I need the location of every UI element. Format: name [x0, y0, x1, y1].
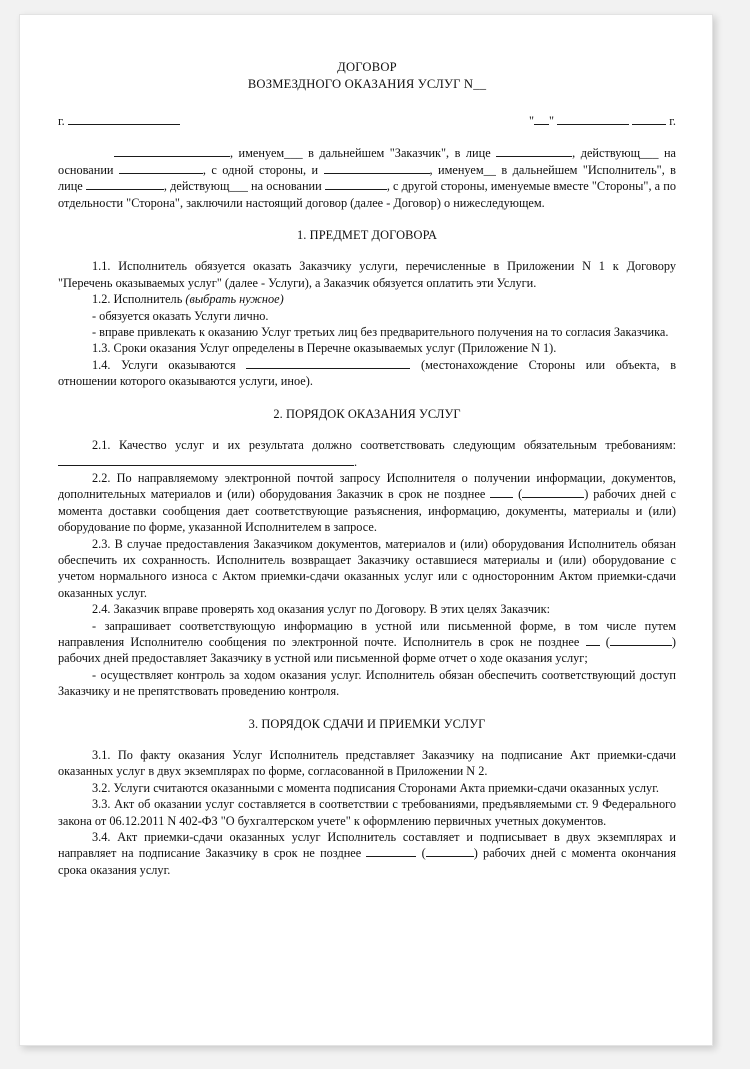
clause-2-4-dash-1: [58, 618, 676, 667]
date-year-blank[interactable]: [632, 124, 666, 125]
city-field: [58, 113, 180, 129]
clause-2-4-days-digits-blank[interactable]: [586, 645, 600, 646]
quality-requirements-blank[interactable]: [58, 465, 354, 466]
city-blank[interactable]: [68, 124, 180, 125]
clause-2-1-tail: .: [354, 454, 358, 469]
customer-name-blank[interactable]: [114, 156, 230, 157]
clause-1-3: 1.3. Сроки оказания Услуг определены в Перечне оказываемых услуг (Приложение N 1).: [92, 341, 557, 356]
section-heading-2: 2. ПОРЯДОК ОКАЗАНИЯ УСЛУГ: [273, 406, 461, 421]
place-and-date-row: [58, 113, 676, 129]
document-body: [58, 59, 676, 878]
preamble-part2: , действующ___ на основании: [58, 146, 677, 177]
clause-3-4-days-words-blank[interactable]: [426, 856, 474, 857]
preamble-part1: , именуем___ в дальнейшем "Заказчик", в лице: [230, 146, 491, 161]
clause-2-2-lead: 2.2. По направляемому электронной почтой запросу Исполнителя о получении информации, документов, дополнительных материалов и (или) оборудования Заказчик в срок не позднее: [58, 470, 676, 502]
clause-1-4-lead: 1.4. Услуги оказываются: [92, 357, 236, 372]
customer-basis-blank[interactable]: [119, 173, 203, 174]
clause-2-2-tail: ) рабочих дней с момента доставки сообщения дает соответствующие разъяснения, информацию, документы, материалы и (или) оборудование по форме, указанной Исполнителем в запросе.: [58, 487, 677, 535]
clause-2-2-days-words-blank[interactable]: [522, 497, 584, 498]
clause-2-4-dash-1-mid: (: [605, 634, 610, 649]
spacer-intro: [58, 129, 676, 145]
document-page: [19, 14, 713, 1046]
clause-1-4-tail: (местонахождение Стороны или объекта, в отношении которого оказываются услуги, иное).: [58, 357, 677, 389]
clause-1-2-option-2: - вправе привлекать к оказанию Услуг третьих лиц без предварительного получения на то согласия Заказчика.: [92, 325, 669, 340]
clause-2-4: 2.4. Заказчик вправе проверять ход оказания услуг по Договору. В этих целях Заказчик:: [92, 602, 550, 617]
clause-1-1: 1.1. Исполнитель обязуется оказать Заказчику услуги, перечисленные в Приложении N 1 к Договору "Перечень оказываемых услуг" (далее - Услуги), а Заказчик обязуется оплатить эти Услуги.: [58, 259, 676, 290]
clause-1-2-hint: (выбрать нужное): [185, 292, 284, 307]
section-heading-1: 1. ПРЕДМЕТ ДОГОВОРА: [296, 228, 438, 243]
date-field: [529, 113, 676, 129]
clause-1-2-option-1: - обязуется оказать Услуги лично.: [92, 308, 269, 323]
contractor-name-blank[interactable]: [324, 173, 430, 174]
section-heading-3: 3. ПОРЯДОК СДАЧИ И ПРИЕМКИ УСЛУГ: [248, 716, 486, 731]
preamble-part6: , с другой стороны, именуемые вместе "Стороны", а по отдельности "Сторона", заключили настоящий договор (далее - Договор) о нижеследующем.: [58, 179, 676, 210]
contractor-rep-blank[interactable]: [86, 189, 164, 190]
clause-2-2: [58, 470, 676, 536]
clause-2-4-dash-2: - осуществляет контроль за ходом оказания услуг. Исполнитель обязан обеспечить соответствующий доступ Заказчику и не препятствовать проведению контроля.: [58, 667, 676, 699]
preamble-part3: , с одной стороны, и: [202, 162, 319, 177]
clause-2-1-lead: 2.1. Качество услуг и их результата должно соответствовать следующим обязательным требованиям:: [92, 438, 676, 453]
clause-2-4-days-words-blank[interactable]: [610, 645, 672, 646]
document-title-line2: ВОЗМЕЗДНОГО ОКАЗАНИЯ УСЛУГ N__: [247, 77, 487, 91]
document-title-line1: ДОГОВОР: [337, 60, 397, 74]
customer-rep-blank[interactable]: [496, 156, 572, 157]
clause-3-4-lead: 3.4. Акт приемки-сдачи оказанных услуг Исполнитель составляет и подписывает в двух экземплярах и направляет на подписание Заказчику в срок не позднее: [58, 830, 676, 861]
preamble-part4: , именуем__ в дальнейшем "Исполнитель", в лице: [58, 162, 676, 194]
clause-2-4-dash-1-tail: ) рабочих дней предоставляет Заказчику в устной или письменной форме отчет о ходе оказания услуг;: [58, 634, 677, 666]
clause-3-4-tail: ) рабочих дней с момента окончания срока оказания услуг.: [58, 846, 677, 877]
clause-3-2: 3.2. Услуги считаются оказанными с момента подписания Сторонами Акта приемки-сдачи оказанных услуг.: [92, 780, 659, 795]
clause-2-3: 2.3. В случае предоставления Заказчиком документов, материалов и (или) оборудования Исполнитель обязан обеспечить их сохранность. Исполнитель возвращает Заказчику оставшиеся материалы и (или) оборудование с учетом нормального износа с Актом приемки-сдачи оказанных услуг или с односторонним Актом приемки-сдачи оказанных услуг.: [58, 536, 676, 600]
preamble-paragraph: [58, 145, 676, 211]
clause-1-2-lead: 1.2. Исполнитель: [92, 292, 183, 307]
document-title: [58, 59, 676, 93]
date-quote-open: ": [528, 114, 534, 128]
date-day-blank[interactable]: [534, 124, 549, 125]
date-quote-close: ": [549, 114, 555, 128]
clause-3-4-mid: (: [421, 846, 426, 861]
date-year-suffix: г.: [669, 114, 676, 128]
clause-3-3: 3.3. Акт об оказании услуг составляется в соответствии с требованиями, предъявляемыми ст. 9 Федерального закона от 06.12.2011 N 402-ФЗ "О бухгалтерском учете" к оформлению первичных учетных документов.: [58, 797, 676, 828]
contractor-basis-blank[interactable]: [325, 189, 387, 190]
clause-3-4-days-digits-blank[interactable]: [366, 856, 416, 857]
date-month-blank[interactable]: [557, 124, 629, 125]
clause-1-4: [58, 357, 676, 390]
clause-1-2: [58, 291, 676, 307]
clause-3-4: [58, 829, 676, 878]
clause-3-1: 3.1. По факту оказания Услуг Исполнитель представляет Заказчику на подписание Акт приемки-сдачи оказанных услуг в двух экземплярах по форме, согласованной в Приложении N 2.: [58, 748, 676, 779]
clause-2-2-days-digits-blank[interactable]: [490, 497, 513, 498]
city-prefix: г.: [58, 114, 65, 128]
preamble-part5: , действующ___ на основании: [163, 179, 322, 194]
clause-2-4-dash-1-lead: - запрашивает соответствующую информацию в устной или письменной форме, в том числе путем направления Исполнителю сообщения по электронной почте. Исполнитель в срок не позднее: [58, 618, 676, 649]
clause-2-2-mid: (: [518, 487, 523, 502]
service-location-blank[interactable]: [246, 368, 410, 369]
clause-2-1: [58, 437, 676, 470]
